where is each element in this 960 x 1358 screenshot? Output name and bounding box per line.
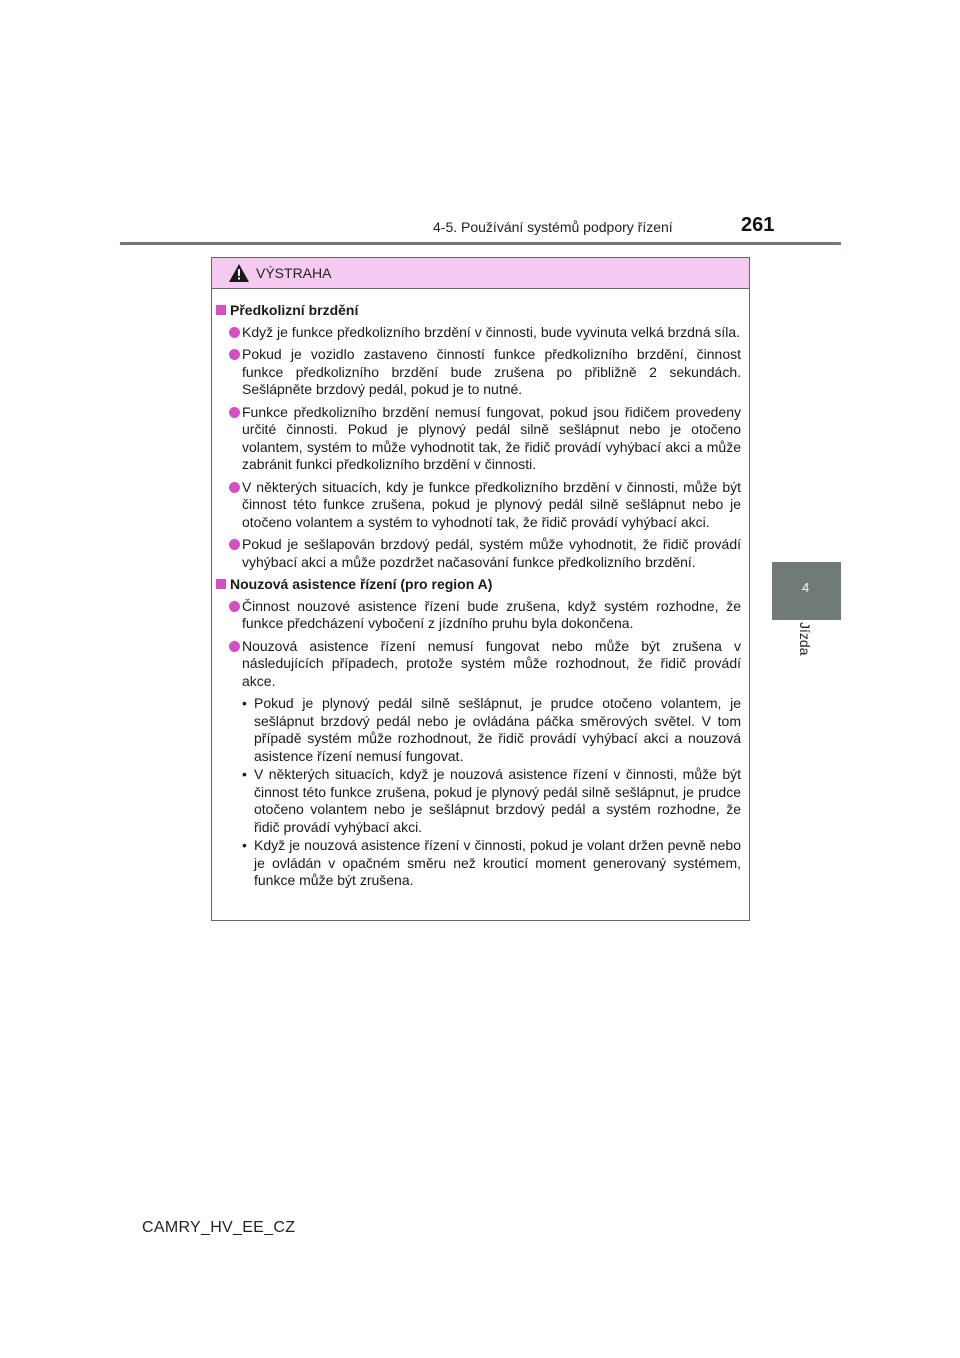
list-item-text: Nouzová asistence řízení nemusí fungovat nebo může být zrušena v následujících případech, protože systém může rozhodnout, že řidič provádí akce.	[242, 637, 741, 689]
chapter-side-label-box	[797, 622, 819, 682]
header-rule	[120, 242, 841, 245]
list-item-text: Činnost nouzové asistence řízení bude zrušena, když systém rozhodne, že funkce předcházení vybočení z jízdního pruhu byla dokončena.	[242, 597, 741, 631]
square-bullet-icon	[216, 579, 226, 589]
chapter-label: Jízda	[797, 622, 813, 656]
sub-list-item	[216, 695, 741, 765]
list-item	[216, 598, 741, 633]
sub-list-item-text: Pokud je plynový pedál silně sešlápnut, je prudce otočeno volantem, je sešlápnut brzdový pedál nebo je ovládána páčka směrových světel. V tom případě systém může rozhodnout, že řidič provádí vyhýbací akci a nouzová asistence řízení nemusí fungovat.	[254, 695, 741, 764]
warning-heading: VÝSTRAHA	[256, 265, 332, 281]
square-bullet-icon	[216, 305, 226, 315]
chapter-tab	[772, 562, 841, 620]
sub-list-item	[216, 837, 741, 890]
section-title-text: Předkolizní brzdění	[230, 302, 359, 318]
warning-box	[211, 257, 750, 921]
circle-bullet-icon	[229, 327, 240, 338]
sub-list-item-text: V některých situacích, když je nouzová asistence řízení v činnosti, může být činnost této funkce zrušena, pokud je plynový pedál silně sešlápnut, je prudce otočeno volantem nebo je sešlápnut brzdový pedál a systém rozhodne, že řidič provádí vyhýbací akci.	[254, 766, 741, 835]
warning-header	[212, 258, 749, 289]
circle-bullet-icon	[229, 482, 240, 493]
document-code: CAMRY_HV_EE_CZ	[142, 1219, 296, 1236]
list-item-text: Pokud je sešlapován brzdový pedál, systém může vyhodnotit, že řidič provádí vyhýbací akci a může pozdržet načasování funkce předkolizního brzdění.	[242, 536, 741, 570]
list-item	[216, 479, 741, 532]
list-item-text: Pokud je vozidlo zastaveno činností funkce předkolizního brzdění, činnost funkce předkolizního brzdění bude zrušena po přibližně 2 sekundách. Sešlápněte brzdový pedál, pokud je to nutné.	[242, 346, 741, 397]
warning-triangle-icon	[229, 264, 249, 282]
list-item	[216, 404, 741, 474]
circle-bullet-icon	[229, 641, 240, 652]
list-item	[216, 536, 741, 571]
page-number: 261	[741, 214, 775, 236]
list-item-text: V některých situacích, kdy je funkce předkolizního brzdění v činnosti, může být činnost této funkce zrušena, pokud je plynový pedál silně sešlápnut nebo je otočeno volantem a systém to vyhodnotí tak, že řidič provádí vyhýbací akci.	[242, 478, 741, 530]
dot-bullet: •	[242, 766, 247, 782]
dot-bullet: •	[242, 837, 247, 853]
circle-bullet-icon	[229, 407, 240, 418]
circle-bullet-icon	[229, 349, 240, 360]
list-item	[216, 324, 741, 342]
warning-body	[212, 289, 749, 890]
circle-bullet-icon	[229, 601, 240, 612]
page-header-title: 4-5. Používání systémů podpory řízení	[433, 219, 673, 235]
section-title	[216, 576, 741, 594]
circle-bullet-icon	[229, 539, 240, 550]
section-title-text: Nouzová asistence řízení (pro region A)	[230, 576, 493, 592]
dot-bullet: •	[242, 695, 247, 711]
list-item	[216, 346, 741, 399]
chapter-number: 4	[802, 580, 810, 595]
sub-list-item	[216, 766, 741, 836]
section-title	[216, 302, 741, 320]
list-item-text: Funkce předkolizního brzdění nemusí fungovat, pokud jsou řidičem provedeny určité činnosti. Pokud je plynový pedál silně sešlápnut nebo je otočeno volantem, systém to může vyhodnotit tak, že řidič provádí vyhýbací akci a může zabránit funkci předkolizního brzdění v činnosti.	[242, 403, 741, 472]
list-item-text: Když je funkce předkolizního brzdění v činnosti, bude vyvinuta velká brzdná síla.	[242, 323, 741, 340]
sub-list-item-text: Když je nouzová asistence řízení v činnosti, pokud je volant držen pevně nebo je ovládán v opačném směru než krouticí moment generovaný systémem, funkce může být zrušena.	[254, 837, 741, 888]
list-item	[216, 638, 741, 691]
